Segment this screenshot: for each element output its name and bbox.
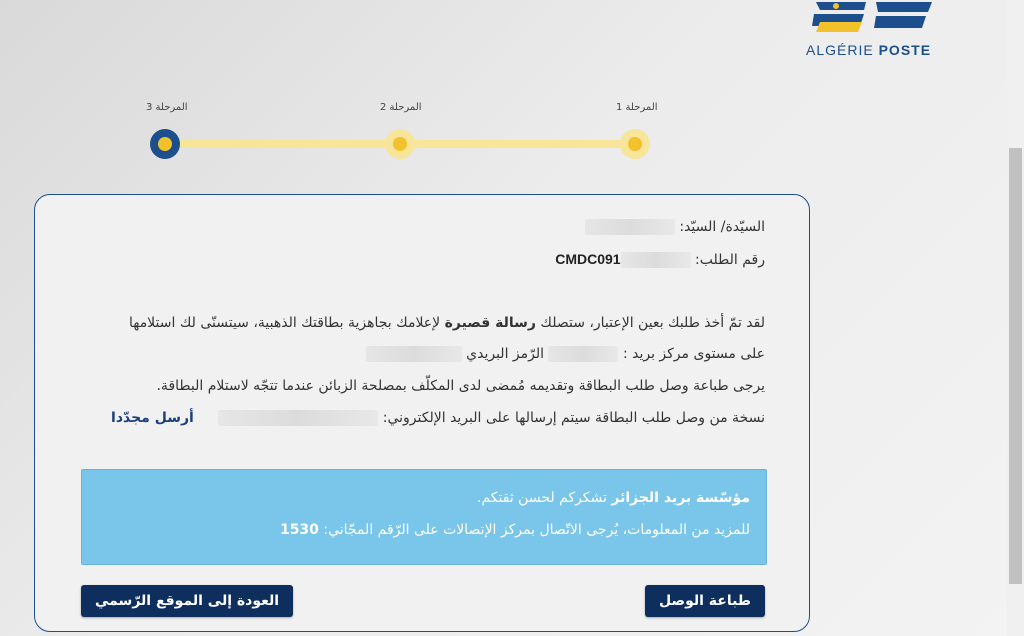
step-2-label: المرحلة 2 bbox=[380, 102, 422, 113]
order-number: CMDC091 bbox=[555, 251, 621, 267]
page-scrollbar[interactable] bbox=[1007, 0, 1024, 636]
back-to-site-button[interactable]: العودة إلى الموقع الرّسمي bbox=[81, 585, 293, 617]
step-3-label: المرحلة 3 bbox=[146, 102, 188, 113]
algerie-poste-wordmark: ALGÉRIE POSTE bbox=[806, 42, 932, 58]
info-box bbox=[81, 469, 767, 565]
step-1-label: المرحلة 1 bbox=[616, 102, 658, 113]
redacted-postal-code bbox=[366, 346, 462, 362]
step-3-dot bbox=[150, 129, 180, 159]
redacted-name bbox=[585, 219, 675, 235]
redacted-email bbox=[218, 410, 378, 426]
contact-text: للمزيد من المعلومات، يُرجى الاتّصال بمركز الإتصالات على الرّقم المجّاني: 1530 bbox=[279, 522, 750, 538]
step-2-dot bbox=[385, 129, 415, 159]
algerie-poste-logo-mark bbox=[806, 0, 936, 36]
progress-steps bbox=[146, 100, 670, 170]
redacted-order-suffix bbox=[621, 252, 691, 268]
name-label: السيّدة/ السيّد: bbox=[679, 219, 765, 235]
paragraph-2: يرجى طباعة وصل طلب البطاقة وتقديمه مُمضى لدى المكلّف بمصلحة الزبائن عندما تتجّه لاستلام البطاقة. bbox=[156, 378, 765, 394]
redacted-post-office bbox=[548, 346, 618, 362]
thanks-text: مؤسّسة بريد الجزائر تشكركم لحسن ثقتكم. bbox=[477, 490, 750, 506]
paragraph-3: نسخة من وصل طلب البطاقة سيتم إرسالها على البريد الإلكتروني: أرسل مجدّدا bbox=[111, 410, 765, 426]
paragraph-1-line-1: لقد تمّ أخذ طلبك بعين الإعتبار، ستصلك رسالة قصيرة لإعلامك بجاهزية بطاقتك الذهبية، سيتسنّى لك استلامها bbox=[128, 315, 765, 331]
step-1-dot bbox=[620, 129, 650, 159]
print-receipt-button[interactable]: طباعة الوصل bbox=[645, 585, 765, 617]
resend-link[interactable]: أرسل مجدّدا bbox=[111, 410, 194, 426]
scrollbar-thumb[interactable] bbox=[1009, 148, 1022, 584]
order-row bbox=[555, 251, 765, 268]
toll-free-number: 1530 bbox=[279, 522, 319, 538]
paragraph-1-line-2: على مستوى مركز بريد : الرّمز البريدي bbox=[366, 346, 765, 362]
order-label: رقم الطلب: bbox=[695, 252, 765, 268]
name-row bbox=[585, 219, 765, 235]
algerie-poste-logo bbox=[800, 0, 950, 62]
confirmation-card bbox=[34, 194, 810, 632]
